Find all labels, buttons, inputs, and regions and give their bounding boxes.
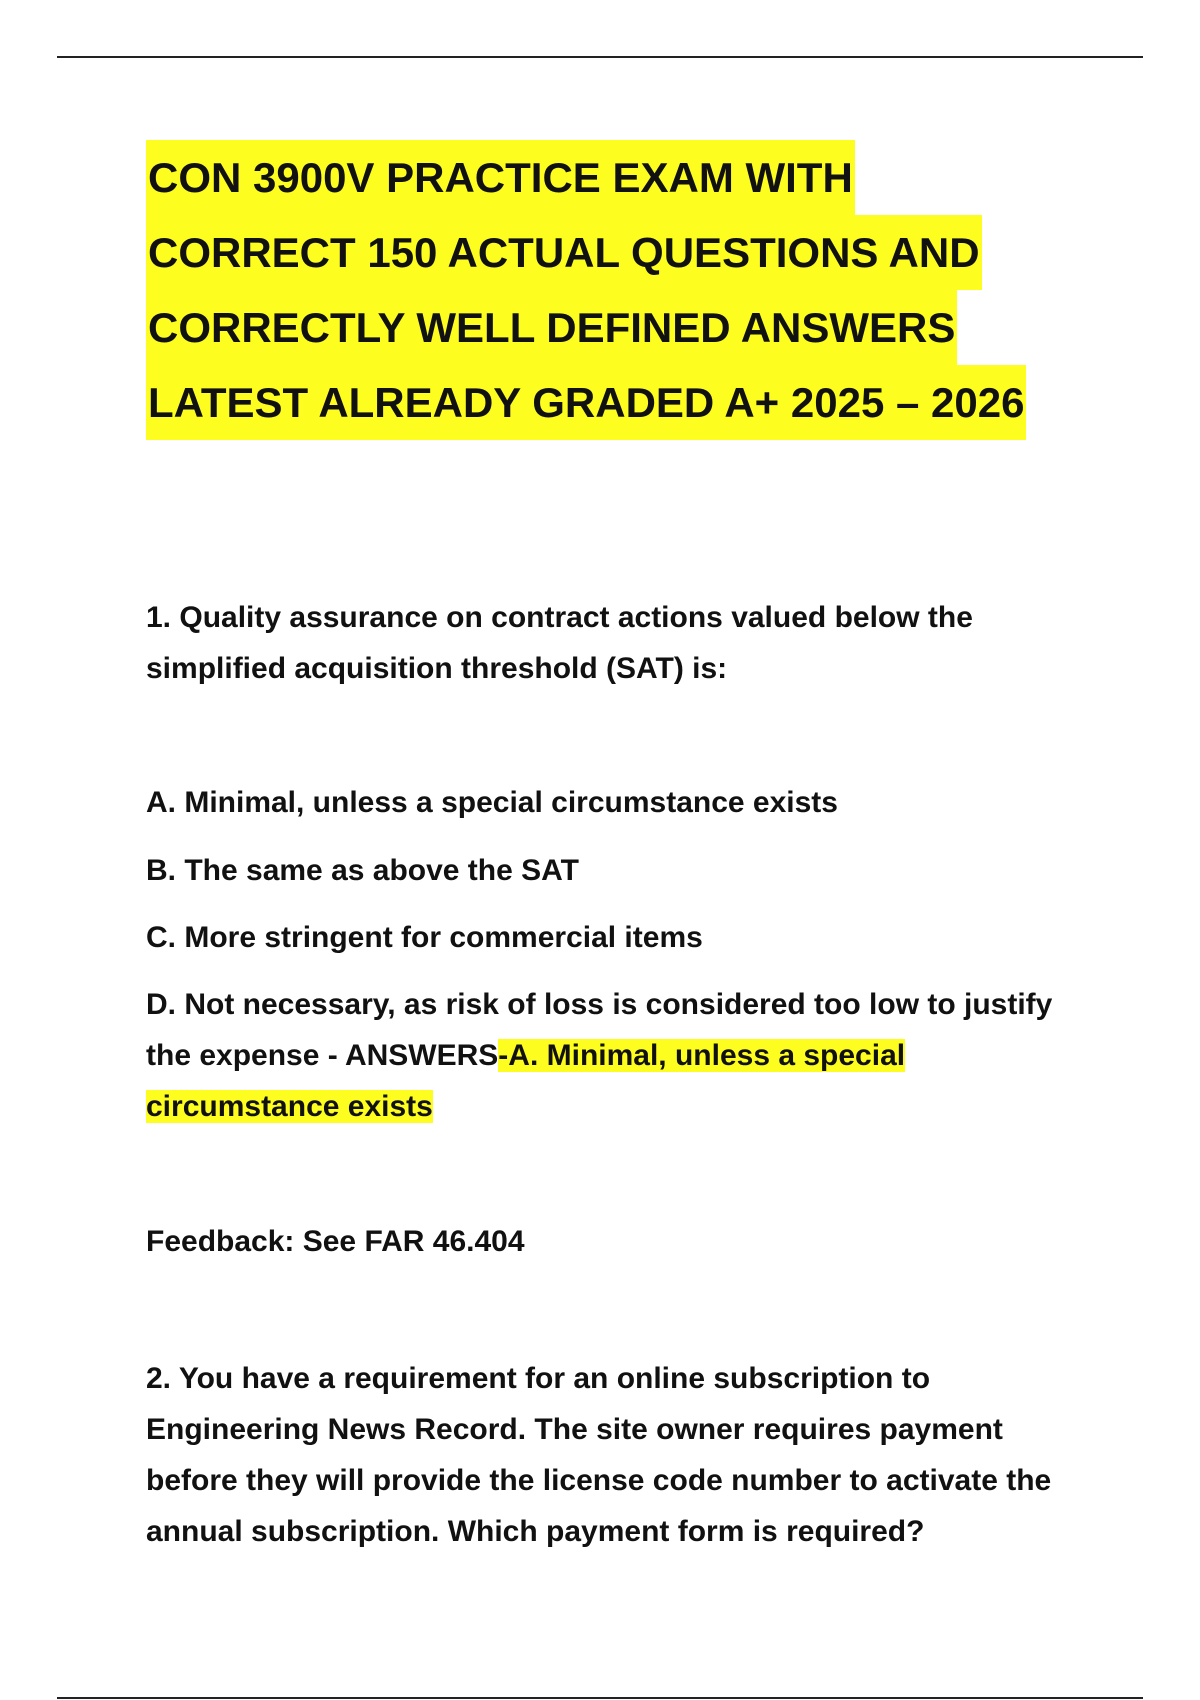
question-1-text: 1. Quality assurance on contract actions valued below the simplified acquisition threshold (SAT) is:	[146, 601, 973, 685]
question-1-answer: -A. Minimal, unless a special circumstance exists	[146, 1039, 906, 1123]
question-1-option-c: C. More stringent for commercial items	[146, 921, 703, 954]
question-1-option-b: B. The same as above the SAT	[146, 854, 579, 887]
title-line-4: LATEST ALREADY GRADED A+ 2025 – 2026	[146, 365, 1026, 440]
bottom-rule	[57, 1697, 1143, 1699]
title-line-3: CORRECTLY WELL DEFINED ANSWERS	[146, 290, 957, 365]
question-1-option-d-text: D. Not necessary, as risk of loss is considered too low to justify the expense - ANSWERS	[146, 988, 1053, 1072]
document-title	[146, 140, 1146, 440]
question-2-text: 2. You have a requirement for an online subscription to Engineering News Record. The site owner requires payment before they will provide the license code number to activate the annual subscription. Which payment form is required?	[146, 1362, 1052, 1548]
top-rule	[57, 56, 1143, 58]
question-1-feedback: Feedback: See FAR 46.404	[146, 1225, 525, 1258]
title-line-2: CORRECT 150 ACTUAL QUESTIONS AND	[146, 215, 982, 290]
question-1-option-d	[146, 979, 1066, 1132]
question-1-option-a: A. Minimal, unless a special circumstance exists	[146, 786, 838, 819]
title-line-1: CON 3900V PRACTICE EXAM WITH	[146, 140, 855, 215]
